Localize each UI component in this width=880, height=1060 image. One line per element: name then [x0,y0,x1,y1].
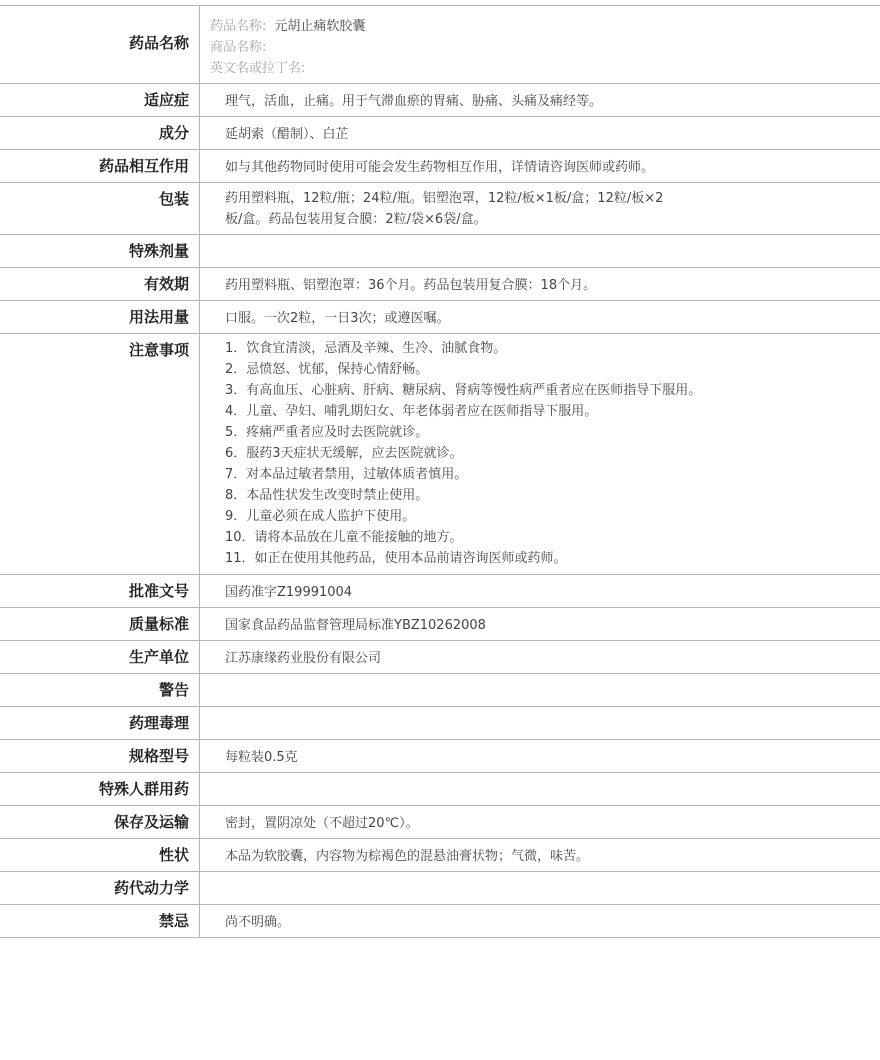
row-validity [0,268,880,301]
row-value [200,872,880,904]
row-value: 密封，置阴凉处（不超过20℃）。 [225,816,419,831]
row-value: 口服。一次2粒，一日3次；或遵医嘱。 [225,311,450,326]
precaution-item: 5．疼痛严重者应及时去医院就诊。 [225,425,429,440]
row-value [200,334,880,574]
row-value [200,707,880,739]
row-value [200,6,880,83]
row-value [200,183,880,234]
precaution-item: 7．对本品过敏者禁用，过敏体质者慎用。 [225,467,468,482]
packaging-line-2: 板/盒。药品包装用复合膜：2粒/袋×6袋/盒。 [225,212,487,227]
precaution-item: 11．如正在使用其他药品，使用本品前请咨询医师或药师。 [225,551,567,566]
row-packaging [0,183,880,235]
precaution-item: 9．儿童必须在成人监护下使用。 [225,509,416,524]
precaution-item: 2．忌愤怒、忧郁，保持心情舒畅。 [225,362,429,377]
row-warning [0,674,880,707]
row-label: 性状 [0,839,200,871]
row-value: 江苏康缘药业股份有限公司 [225,651,382,666]
precaution-item: 8．本品性状发生改变时禁止使用。 [225,488,429,503]
english-name-line [210,58,870,79]
generic-name-key: 药品名称: [210,19,267,34]
row-value: 国药准字Z19991004 [225,585,353,600]
english-name-key: 英文名或拉丁名: [210,61,306,76]
row-label: 禁忌 [0,905,200,937]
generic-name-line [210,16,870,37]
row-label: 包装 [0,183,200,234]
row-value: 本品为软胶囊，内容物为棕褐色的混悬油膏状物；气微，味苦。 [225,849,590,864]
precaution-item: 4．儿童、孕妇、哺乳期妇女、年老体弱者应在医师指导下服用。 [225,404,598,419]
row-label: 药代动力学 [0,872,200,904]
row-character [0,839,880,872]
row-quality-standard [0,608,880,641]
row-label: 特殊人群用药 [0,773,200,805]
precaution-item: 10．请将本品放在儿童不能接触的地方。 [225,530,463,545]
precaution-item: 6．服药3天症状无缓解，应去医院就诊。 [225,446,463,461]
row-value [200,235,880,267]
row-ingredients [0,117,880,150]
row-label: 用法用量 [0,301,200,333]
row-value [200,674,880,706]
row-pharmacology [0,707,880,740]
row-label: 药理毒理 [0,707,200,739]
row-label: 特殊剂量 [0,235,200,267]
row-label: 有效期 [0,268,200,300]
row-approval [0,575,880,608]
row-indications [0,84,880,117]
row-special-dosage [0,235,880,268]
row-contraindications [0,905,880,938]
row-usage [0,301,880,334]
precaution-item: 1．饮食宜清淡，忌酒及辛辣、生冷、油腻食物。 [225,341,507,356]
row-value: 尚不明确。 [225,915,291,930]
row-value: 每粒装0.5克 [225,750,298,765]
row-storage [0,806,880,839]
trade-name-line [210,37,870,58]
row-label: 适应症 [0,84,200,116]
row-label: 生产单位 [0,641,200,673]
row-manufacturer [0,641,880,674]
row-value: 药用塑料瓶、铝塑泡罩：36个月。药品包装用复合膜：18个月。 [225,278,597,293]
row-pharmacokinetics [0,872,880,905]
row-label: 批准文号 [0,575,200,607]
packaging-line-1: 药用塑料瓶，12粒/瓶；24粒/瓶。铝塑泡罩，12粒/板×1板/盒；12粒/板×2 [225,191,664,206]
row-label: 药品名称 [0,6,200,83]
row-value: 如与其他药物同时使用可能会发生药物相互作用，详情请咨询医师或药师。 [225,160,655,175]
row-value [200,773,880,805]
row-interactions [0,150,880,183]
row-label: 成分 [0,117,200,149]
row-special-groups [0,773,880,806]
row-value: 理气，活血，止痛。用于气滞血瘀的胃痛、胁痛、头痛及痛经等。 [225,94,603,109]
row-value: 延胡索（醋制）、白芷 [225,127,349,142]
generic-name-value: 元胡止痛软胶囊 [274,19,366,34]
drug-spec-table [0,5,880,938]
row-value: 国家食品药品监督管理局标准YBZ10262008 [225,618,486,633]
row-label: 质量标准 [0,608,200,640]
row-spec [0,740,880,773]
row-drug-name [0,6,880,84]
precaution-item: 3．有高血压、心脏病、肝病、糖尿病、肾病等慢性病严重者应在医师指导下服用。 [225,383,702,398]
trade-name-key: 商品名称: [210,40,267,55]
row-label: 保存及运输 [0,806,200,838]
row-label: 注意事项 [0,334,200,574]
row-label: 警告 [0,674,200,706]
row-label: 药品相互作用 [0,150,200,182]
row-precautions [0,334,880,575]
row-label: 规格型号 [0,740,200,772]
